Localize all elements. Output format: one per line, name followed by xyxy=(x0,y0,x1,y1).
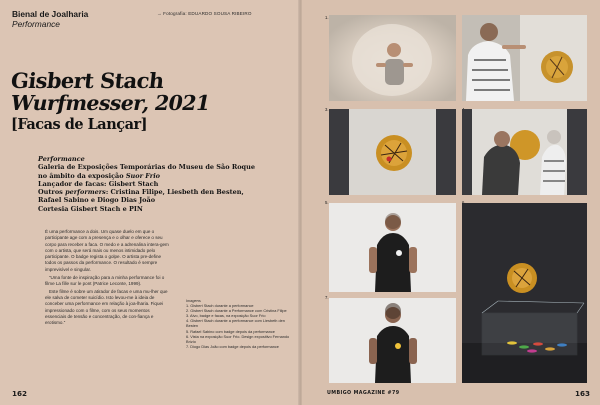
photo-3 xyxy=(329,109,456,195)
image-captions xyxy=(186,299,296,350)
caption: 5. Rafael Sabino com badge depois da performance xyxy=(186,329,275,334)
magazine-name: UMBIGO MAGAZINE #79 xyxy=(327,391,400,396)
section-subtitle: Performance xyxy=(12,19,60,29)
paragraph: É uma performance a dois. Um quase duelo em que o participante age com a presença e o olhar e oferece o seu corpo para receber a faca. O medo e a adrenalina intera-gem com o artista, que será mais ou menos intimidado pelo participante. O badge regista o golpe. O artista pre-define todos os passos da performance. O resultado é sempre imprevisível e singular. xyxy=(45,229,169,272)
credits-line: Rafael Sabino e Diogo Dias João xyxy=(38,196,156,205)
photo-number: 7. xyxy=(325,295,329,300)
section-title: Bienal de Joalharia xyxy=(12,9,89,19)
caption: 7. Diogo Dias João com badge depois da performance xyxy=(186,344,279,349)
photo-2 xyxy=(462,15,587,101)
photo-5 xyxy=(329,203,456,292)
photo-7 xyxy=(329,298,456,383)
title-artist: Gisbert Stach xyxy=(9,68,165,93)
credits-line: Lançador de facas: Gisbert Stach xyxy=(38,179,159,188)
title-translation: [Facas de Lançar] xyxy=(11,116,147,133)
article-title xyxy=(11,70,210,133)
credits-line: Galeria de Exposições Temporárias do Museu de São Roque xyxy=(38,163,255,172)
caption: 6. Vista na exposição Suor Frio. Design expositivo Fernando Brízio xyxy=(186,334,290,344)
paragraph: “Uma fonte de inspiração para a minha performance foi o filme La fille sur le pont (Patrice Leconte, 1999). xyxy=(45,274,165,286)
credits-line: no âmbito da exposição Suor Frio xyxy=(38,171,161,180)
photo-4 xyxy=(462,109,587,195)
photo-number: 1. xyxy=(325,15,329,20)
page-number-left: 162 xyxy=(12,389,28,398)
credits-block xyxy=(38,155,288,213)
photo-7-image xyxy=(329,298,456,383)
credits-line: Performance xyxy=(38,155,85,163)
caption: 2. Gisbert Stach durante a Performance com Cristina Filipe xyxy=(186,309,287,314)
photo-6 xyxy=(462,203,587,383)
photo-number: 5. xyxy=(325,200,329,205)
page-number-right: 163 xyxy=(574,389,590,398)
photo-2-image xyxy=(462,15,587,101)
section-header xyxy=(12,9,88,29)
body-text xyxy=(45,229,170,328)
captions-heading: Imagens xyxy=(186,299,201,303)
caption: 4. Gisbert Stach durante a performance com Liesbeth den Besten xyxy=(186,319,285,329)
page-gutter xyxy=(298,0,302,405)
photo-4-image xyxy=(462,109,587,195)
photo-5-image xyxy=(329,203,456,292)
paragraph: Este filme é sobre um atirador de facas e uma mu-lher que ele salva de cometer suicídio. Isto levou-me à ideia de conceber uma performance em relação à joa-lharia. Fiquei impressionado com o filme, com os seus momentos essenciais de tensão e concentração, de con-fiança e erotismo.” xyxy=(45,288,168,326)
right-page xyxy=(300,0,600,405)
photo-6-image xyxy=(462,203,587,383)
photo-3-image xyxy=(329,109,456,195)
caption: 1. Gisbert Stach durante a performance xyxy=(186,304,254,309)
photo-1-image xyxy=(329,15,456,101)
credits-line: Outros performers: Cristina Filipe, Liesbeth den Besten, xyxy=(38,188,244,197)
caption: 3. Alvo, badge e facas, na exposição Suor Frio xyxy=(186,314,266,319)
photo-number: 3. xyxy=(325,107,329,112)
title-work: Wurfmesser, 2021 xyxy=(11,91,210,115)
photo-1 xyxy=(329,15,456,101)
credits-line: Cortesia Gisbert Stach e PIN xyxy=(38,204,143,213)
photo-credit: → Fotografia: EDUARDO SOUSA RIBEIRO xyxy=(157,11,252,16)
